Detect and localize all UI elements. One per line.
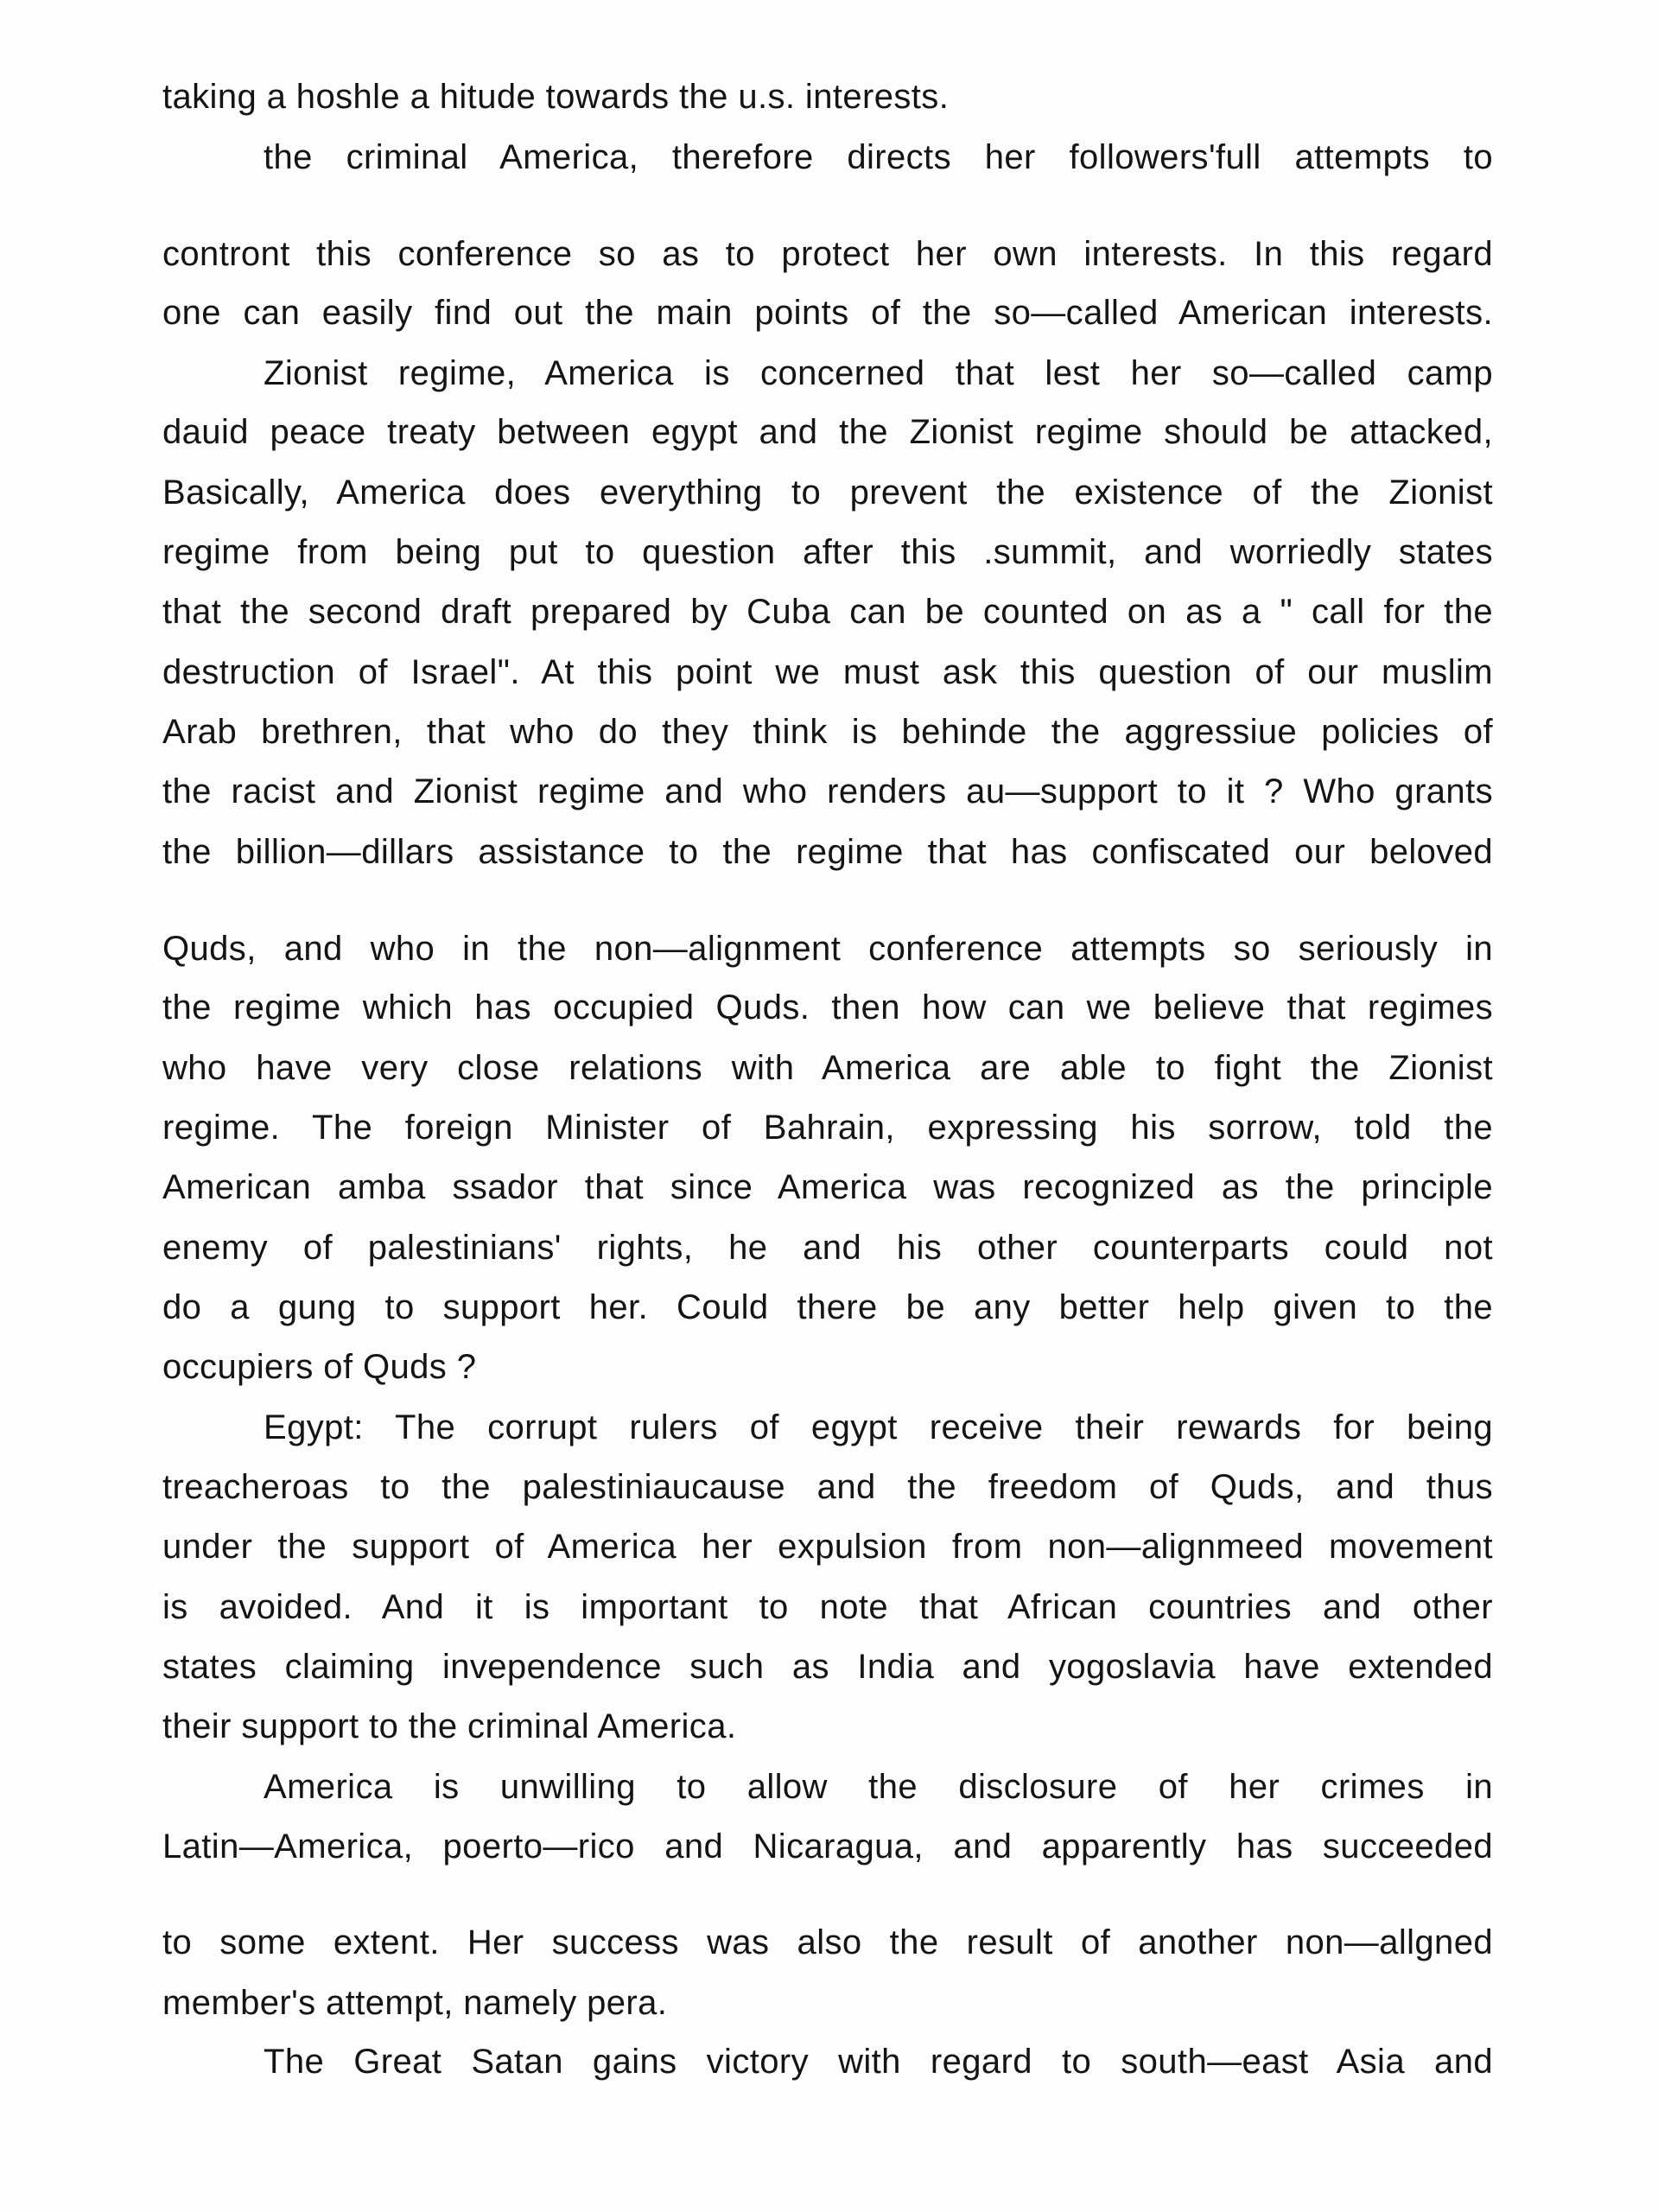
text-line: Zionist regime, America is concerned that lest her so—called camp xyxy=(264,354,1493,392)
text-line: do a gung to support her. Could there be any better help given to the xyxy=(162,1288,1493,1326)
text-line: member's attempt, namely pera. xyxy=(162,1984,668,2022)
text-line: Egypt: The corrupt rulers of egypt receive their rewards for being xyxy=(264,1408,1493,1446)
text-line: regime from being put to question after this .summit, and worriedly states xyxy=(162,533,1493,571)
text-line: regime. The foreign Minister of Bahrain, expressing his sorrow, told the xyxy=(162,1109,1493,1147)
text-line: Basically, America does everything to prevent the existence of the Zionist xyxy=(162,474,1493,512)
text-line: Arab brethren, that who do they think is behinde the aggressiue policies of xyxy=(162,713,1493,751)
text-line: enemy of palestinians' rights, he and his other counterparts could not xyxy=(162,1229,1493,1267)
text-line: who have very close relations with America are able to fight the Zionist xyxy=(162,1049,1493,1087)
text-line: that the second draft prepared by Cuba can be counted on as a " call for the xyxy=(162,593,1493,631)
text-line: under the support of America her expulsion from non—alignmeed movement xyxy=(162,1528,1493,1566)
text-line: Quds, and who in the non—alignment conference attempts so seriously in xyxy=(162,930,1493,968)
text-line: The Great Satan gains victory with regard to south—east Asia and xyxy=(264,2043,1493,2081)
text-line: one can easily find out the main points of the so—called American interests. xyxy=(162,294,1493,332)
text-line: is avoided. And it is important to note that African countries and other xyxy=(162,1588,1493,1626)
text-line: Latin—America, poerto—rico and Nicaragua, and apparently has succeeded xyxy=(162,1827,1493,1866)
text-line: the billion—dillars assistance to the regime that has confiscated our beloved xyxy=(162,833,1493,871)
text-line: states claiming invependence such as India and yogoslavia have extended xyxy=(162,1648,1493,1686)
text-line: dauid peace treaty between egypt and the Zionist regime should be attacked, xyxy=(162,413,1493,451)
text-line: their support to the criminal America. xyxy=(162,1707,737,1745)
text-line: America is unwilling to allow the disclosure of her crimes in xyxy=(264,1768,1493,1806)
text-line: destruction of Israel". At this point we must ask this question of our muslim xyxy=(162,653,1493,691)
text-line: occupiers of Quds ? xyxy=(162,1348,477,1386)
text-line: taking a hoshle a hitude towards the u.s. interests. xyxy=(162,78,950,116)
text-line: contront this conference so as to protect her own interests. In this regard xyxy=(162,235,1493,273)
text-line: treacheroas to the palestiniaucause and the freedom of Quds, and thus xyxy=(162,1468,1493,1506)
text-line: American amba ssador that since America was recognized as the principle xyxy=(162,1168,1493,1206)
text-line: the regime which has occupied Quds. then how can we believe that regimes xyxy=(162,988,1493,1027)
text-line: to some extent. Her success was also the result of another non—allgned xyxy=(162,1923,1493,1961)
text-line: the criminal America, therefore directs her followers'full attempts to xyxy=(264,138,1493,176)
text-line: the racist and Zionist regime and who renders au—support to it ? Who grants xyxy=(162,772,1493,810)
